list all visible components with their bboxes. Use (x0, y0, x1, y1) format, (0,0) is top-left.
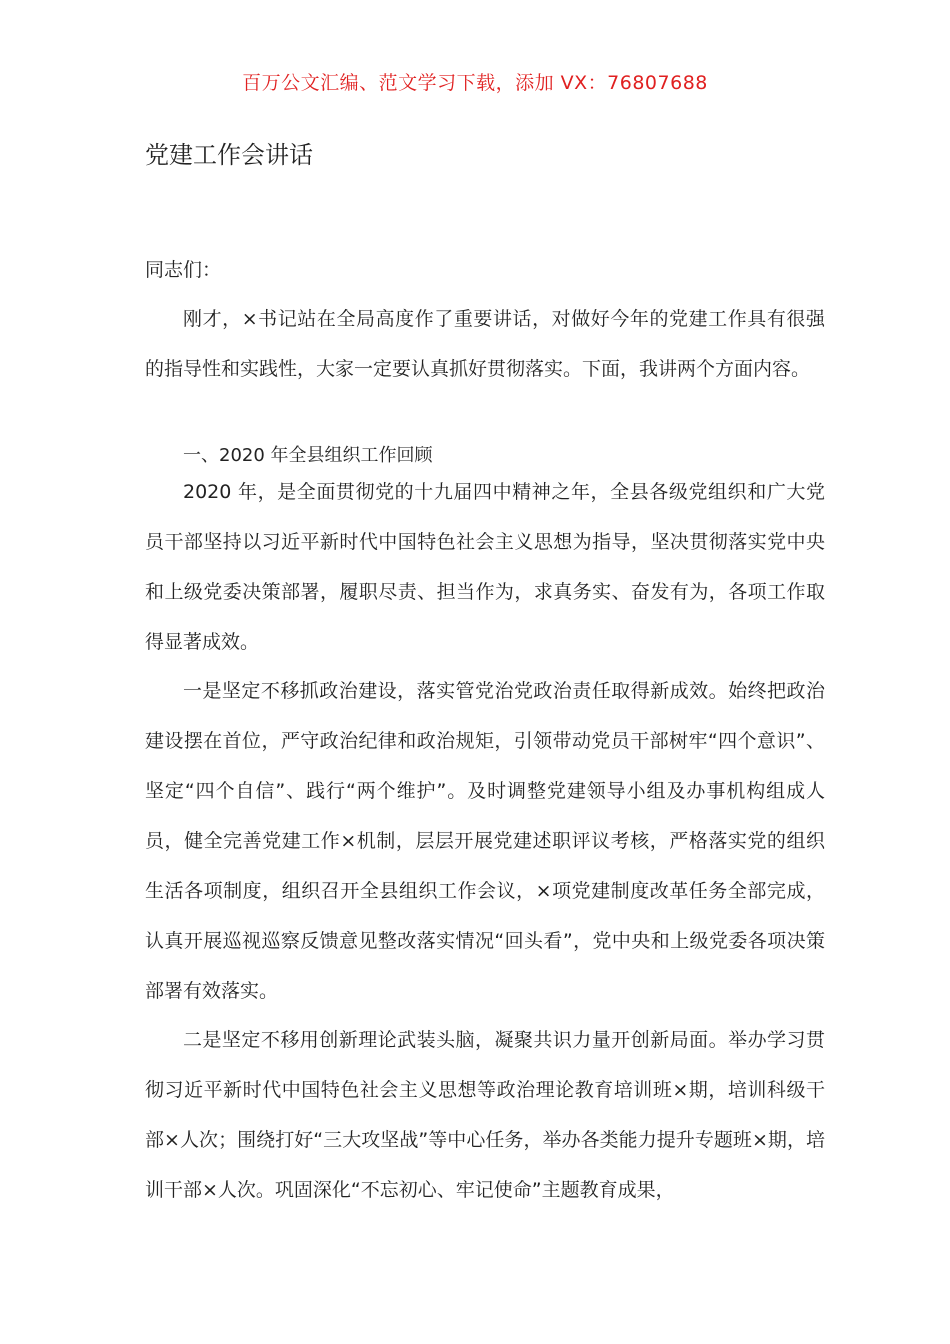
section-heading-1: 一、2020 年全县组织工作回顾 (183, 445, 433, 466)
paragraph-theory-arming: 二是坚定不移用创新理论武装头脑，凝聚共识力量开创新局面。举办学习贯彻习近平新时代中国特色社会主义思想等政治理论教育培训班×期，培训科级干部×人次；围绕打好“三大攻坚战”等中心任务，举办各类能力提升专题班×期，培训干部×人次。巩固深化“不忘初心、牢记使命”主题教育成果， (145, 1029, 825, 1201)
promo-banner: 百万公文汇编、范文学习下载，添加 VX：76807688 (242, 72, 708, 94)
paragraph-2020-review: 2020 年，是全面贯彻党的十九届四中精神之年，全县各级党组织和广大党员干部坚持以习近平新时代中国特色社会主义思想为指导，坚决贯彻落实党中央和上级党委决策部署，履职尽责、担当作为，求真务实、奋发有为，各项工作取得显著成效。 (145, 481, 825, 653)
document-title: 党建工作会讲话 (145, 141, 313, 169)
paragraph-political-building: 一是坚定不移抓政治建设，落实管党治党政治责任取得新成效。始终把政治建设摆在首位，严守政治纪律和政治规矩，引领带动党员干部树牢“四个意识”、坚定“四个自信”、践行“两个维护”。及时调整党建领导小组及办事机构组成人员，健全完善党建工作×机制，层层开展党建述职评议考核，严格落实党的组织生活各项制度，组织召开全县组织工作会议，×项党建制度改革任务全部完成，认真开展巡视巡察反馈意见整改落实情况“回头看”，党中央和上级党委各项决策部署有效落实。 (145, 680, 825, 1002)
paragraph-opening: 刚才，×书记站在全局高度作了重要讲话，对做好今年的党建工作具有很强的指导性和实践性，大家一定要认真抓好贯彻落实。下面，我讲两个方面内容。 (145, 308, 825, 380)
salutation: 同志们： (145, 259, 222, 281)
